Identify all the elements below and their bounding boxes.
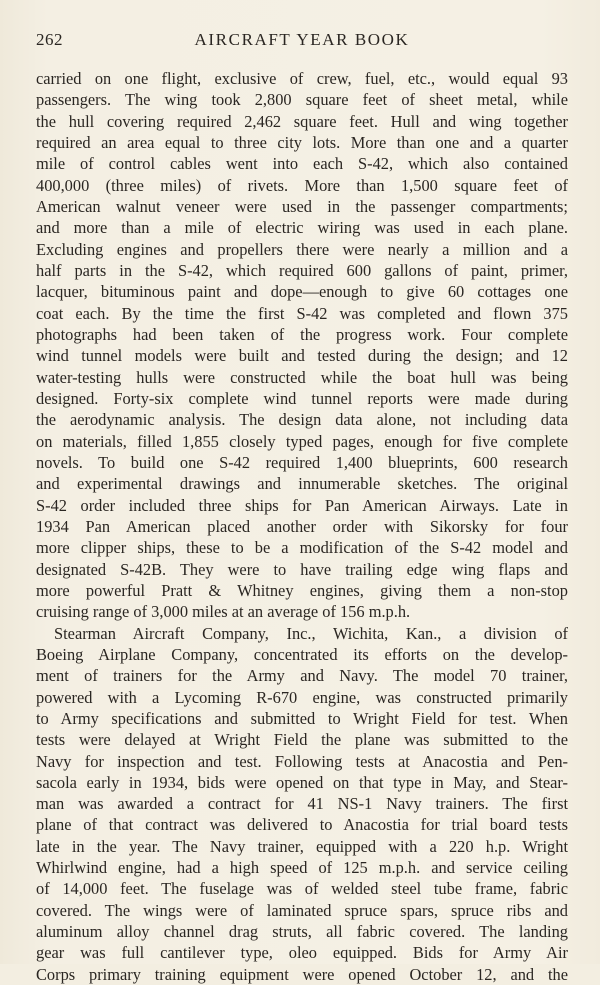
text-line: the hull covering required 2,462 square feet. Hull and wing together xyxy=(36,111,568,131)
text-line: passengers. The wing took 2,800 square feet of sheet metal, while xyxy=(36,90,568,110)
text-line: powered with a Lycoming R-670 engine, was constructed primarily xyxy=(36,687,568,707)
text-line: American walnut veneer were used in the passenger compartments; xyxy=(36,196,568,216)
text-line: Boeing Airplane Company, concentrated its efforts on the develop- xyxy=(36,644,568,664)
text-line: of 14,000 feet. The fuselage was of welded steel tube frame, fabric xyxy=(36,879,568,899)
text-line: lacquer, bituminous paint and dope—enough to give 60 cottages one xyxy=(36,282,568,302)
paragraph-start-line: Stearman Aircraft Company, Inc., Wichita, Kan., a division of xyxy=(54,623,568,643)
text-line: 400,000 (three miles) of rivets. More than 1,500 square feet of xyxy=(36,175,568,195)
text-line: gear was full cantilever type, oleo equipped. Bids for Army Air xyxy=(36,943,568,963)
text-line: Navy for inspection and test. Following tests at Anacostia and Pen- xyxy=(36,751,568,771)
text-line: and more than a mile of electric wiring was used in each plane. xyxy=(36,218,568,238)
text-line: novels. To build one S-42 required 1,400 blueprints, 600 research xyxy=(36,452,568,472)
text-line: Excluding engines and propellers there were nearly a million and a xyxy=(36,239,568,259)
text-line: required an area equal to three city lots. More than one and a quarter xyxy=(36,132,568,152)
text-line: wind tunnel models were built and tested during the design; and 12 xyxy=(36,346,568,366)
text-line: Whirlwind engine, had a high speed of 125 m.p.h. and service ceiling xyxy=(36,858,568,878)
text-line: the aerodynamic analysis. The design data alone, not including data xyxy=(36,410,568,430)
text-line: covered. The wings were of laminated spruce spars, spruce ribs and xyxy=(36,900,568,920)
text-line: cruising range of 3,000 miles at an average of 156 m.p.h. xyxy=(36,602,411,622)
text-line: water-testing hulls were constructed while the boat hull was being xyxy=(36,367,568,387)
text-line: designated S-42B. They were to have trailing edge wing flaps and xyxy=(36,559,568,579)
text-line: 1934 Pan American placed another order with Sikorsky for four xyxy=(36,516,568,536)
text-line: man was awarded a contract for 41 NS-1 Navy trainers. The first xyxy=(36,794,568,814)
running-header xyxy=(36,30,568,52)
text-line: plane of that contract was delivered to Anacostia for trial board tests xyxy=(36,815,568,835)
text-line: on materials, filled 1,855 closely typed pages, enough for five complete xyxy=(36,431,568,451)
body-text xyxy=(36,68,568,985)
text-line: more powerful Pratt & Whitney engines, giving them a non-stop xyxy=(36,580,568,600)
text-line: sacola early in 1934, bids were opened on that type in May, and Stear- xyxy=(36,772,568,792)
text-line: coat each. By the time the first S-42 was completed and flown 375 xyxy=(36,303,568,323)
text-line: mile of control cables went into each S-42, which also contained xyxy=(36,154,568,174)
running-title: AIRCRAFT YEAR BOOK xyxy=(194,30,410,49)
text-line: late in the year. The Navy trainer, equipped with a 220 h.p. Wright xyxy=(36,836,568,856)
text-line: and experimental drawings and innumerable sketches. The original xyxy=(36,474,568,494)
page-number: 262 xyxy=(36,30,63,49)
text-line: carried on one flight, exclusive of crew, fuel, etc., would equal 93 xyxy=(36,69,568,88)
text-line: designed. Forty-six complete wind tunnel reports were made during xyxy=(36,388,568,408)
text-line: ment of trainers for the Army and Navy. The model 70 trainer, xyxy=(36,666,568,686)
text-line: tests were delayed at Wright Field the plane was submitted to the xyxy=(36,730,568,750)
text-line: photographs had been taken of the progress work. Four complete xyxy=(36,324,568,344)
text-line: half parts in the S-42, which required 600 gallons of paint, primer, xyxy=(36,260,568,280)
text-line: aluminum alloy channel drag struts, all fabric covered. The landing xyxy=(36,922,568,942)
text-line: S-42 order included three ships for Pan American Airways. Late in xyxy=(36,495,568,515)
text-line: to Army specifications and submitted to Wright Field for test. When xyxy=(36,708,568,728)
text-line: more clipper ships, these to be a modification of the S-42 model and xyxy=(36,538,568,558)
text-line: Corps primary training equipment were opened October 12, and the xyxy=(36,964,568,984)
